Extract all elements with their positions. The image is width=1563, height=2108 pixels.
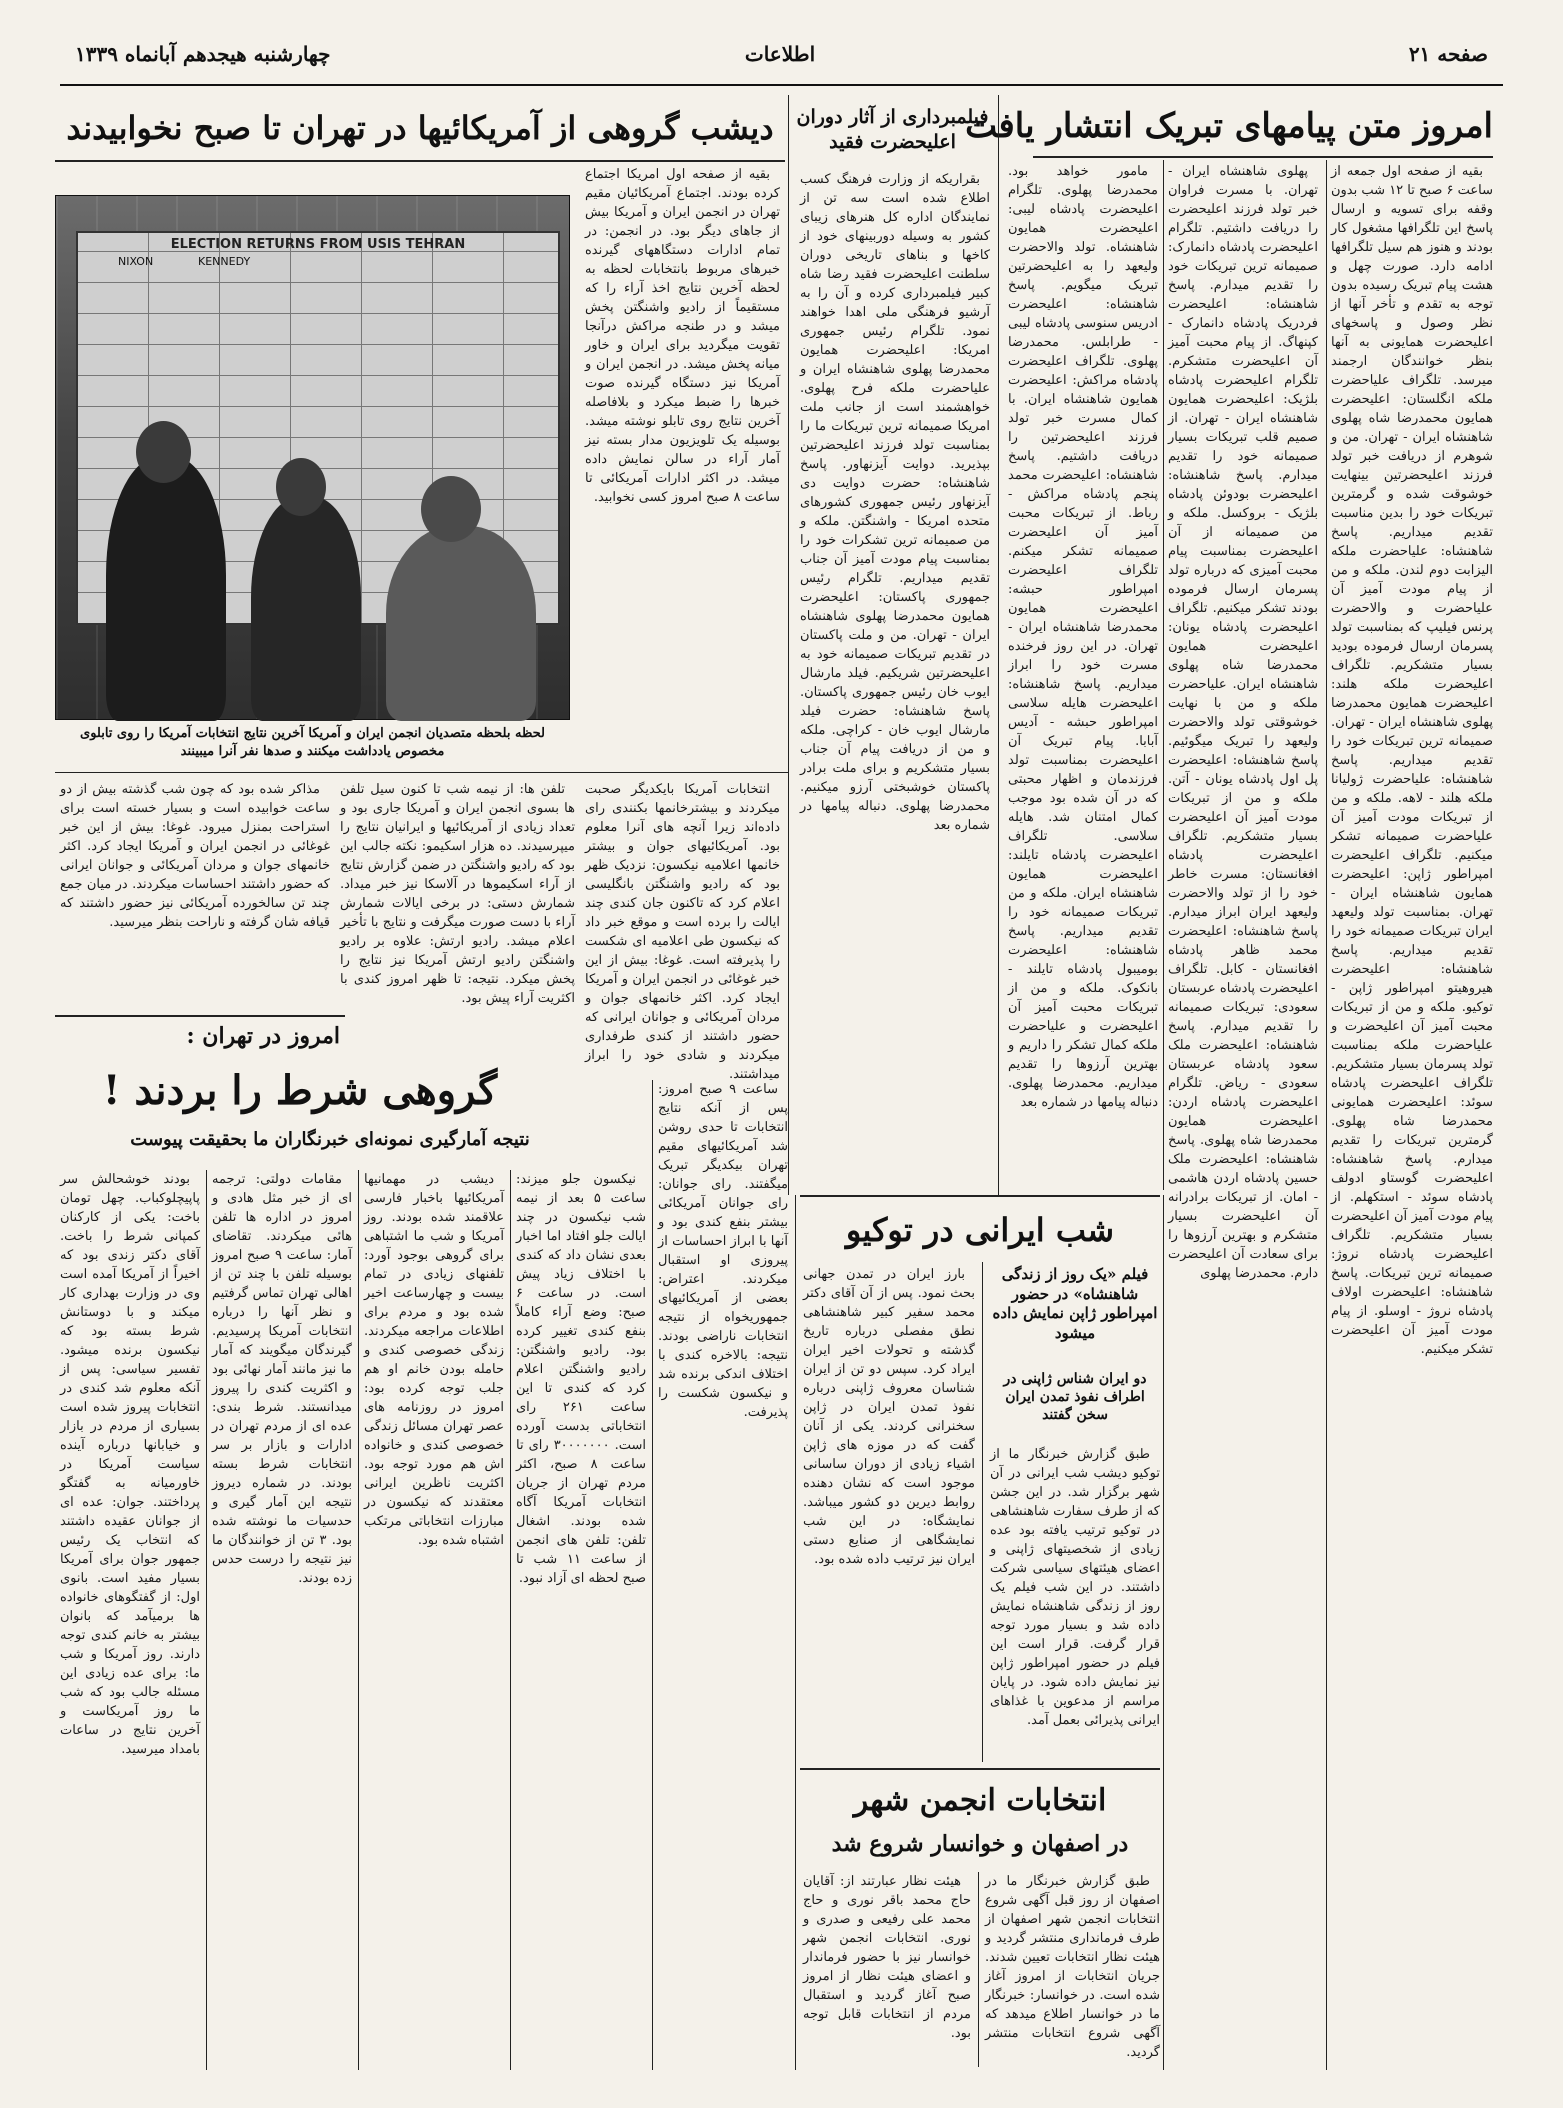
divider: [982, 1262, 983, 1762]
man-writing-figure: [106, 456, 226, 721]
headline-bets: گروهی شرط را بردند !: [102, 1067, 498, 1114]
election-board-photo: [55, 195, 570, 720]
rule-elections: [800, 1768, 1160, 1770]
bets-column-1: بودند خوشحالش سر پاپیچلوکباب. چهل تومان باخت: یکی از کارکنان کمپانی شرط را باخت. آقای دکتر زندی بود که اخیراً از آمریکا آمده است وی در وزارت بهداری کار میکند و با دوستانش شرط بسته بود که نیکسون برنده میشود. تفسیر سیاسی: پس از آنکه معلوم شد کندی در انتخابات پیروز شده است بسیاری از مردم در بازار و خیابانها درباره آینده سیاست آمریکا در خاورمیانه به گفتگو پرداختند. جوان: عده ای از جوانان عقیده داشتند که انتخاب یک رئیس جمهور جوان برای آمریکا بسیار مفید است. بانوی اول: از گفتگوهای خانواده ها برمیآمد که بانوان بیشتر به خانم کندی توجه دارند. روز آمریکا و شب ما: برای عده زیادی این مسئله جالب بود که شب ما روز آمریکاست و آخرین نتایج در ساعات بامداد میرسید.: [60, 1172, 200, 1757]
rule-tokyo: [800, 1195, 1160, 1197]
tokyo-column-1: طبق گزارش خبرنگار ما از توکیو دیشب شب ایرانی در آن شهر برگزار شد. در این جشن که از طرف سفارت شاهنشاهی در توکیو ترتیب یافته بود عده زیادی از شخصیتهای ژاپنی و اعضای هیئتهای سیاسی شرکت داشتند. در این شب فیلم یک روز از زندگی شاهنشاه نمایش داده شد و بسیار مورد توجه قرار گرفت. قرار است این فیلم در حضور امپراطور ژاپن نیز نمایش داده شود. در پایان مراسم از مدعوین با غذاهای ایرانی پذیرائی بعمل آمد.: [990, 1447, 1160, 1728]
divider: [652, 1080, 653, 2070]
issue-date: چهارشنبه هیجدهم آبانماه ۱۳۳۹: [75, 42, 331, 66]
man-center-figure: [251, 496, 361, 721]
congrats-column-2: پهلوی شاهنشاه ایران - تهران. با مسرت فراوان خبر تولد فرزند اعلیحضرت را دریافت داشتیم. تلگرام اعلیحضرت پادشاه دانمارک: صمیمانه ترین تبریکات خود را تقدیم میدارم. پاسخ شاهنشاه: اعلیحضرت فردریک پادشاه دانمارک - کپنهاگ. از پیام محبت آمیز آن اعلیحضرت متشکرم. تلگرام اعلیحضرت پادشاه بلژیک: اعلیحضرت همایون شاهنشاه ایران - تهران. از صمیم قلب تبریکات بسیار صمیمانه خود را تقدیم میدارم. پاسخ شاهنشاه: اعلیحضرت بودوئن پادشاه بلژیک - بروکسل. ملکه و من صمیمانه از آن اعلیحضرت بمناسبت پیام محبت آمیزی که درباره تولد پسرمان ارسال فرموده بودند تشکر میکنیم. تلگراف اعلیحضرت پادشاه یونان: اعلیحضرت همایون محمدرضا شاه پهلوی شاهنشاه ایران. علیاحضرت ملکه و من با نهایت خوشوقتی تولد والاحضرت ولیعهد را تبریک میگوئیم. پاسخ شاهنشاه: اعلیحضرت پل اول پادشاه یونان - آتن. ملکه و من از تبریکات مودت آمیز آن اعلیحضرت بسیار متشکریم. تلگراف اعلیحضرت پادشاه افغانستان: مسرت خاطر خود را از تولد والاحضرت ولیعهد ایران ابراز میدارم. پاسخ شاهنشاه: اعلیحضرت محمد ظاهر پادشاه افغانستان - کابل. تلگراف اعلیحضرت پادشاه عربستان سعودی: تبریکات صمیمانه را تقدیم میدارم. پاسخ شاهنشاه: اعلیحضرت ملک سعود پادشاه عربستان سعودی - ریاض. تلگرام اعلیحضرت پادشاه اردن: اعلیحضرت همایون محمدرضا شاه پهلوی. پاسخ شاهنشاه: اعلیحضرت ملک حسین پادشاه اردن هاشمی - امان. از تبریکات برادرانه آن اعلیحضرت بسیار متشکرم و بهترین آرزوها را برای سعادت آن اعلیحضرت دارم. محمدرضا پهلوی: [1168, 164, 1318, 1281]
elections-column-1: طبق گزارش خبرنگار ما در اصفهان از روز قبل آگهی شروع انتخابات انجمن شهر اصفهان از طرف فرمانداری منتشر گردید و هیئت نظار انتخابات تعیین شدند. جریان انتخابات از امروز آغاز شده است. در خوانسار: خبرنگار ما در خوانسار اطلاع میدهد که آگهی شروع انتخابات منتشر گردید.: [985, 1874, 1160, 2060]
elections-column-2: هیئت نظار عبارتند از: آقایان حاج محمد باقر نوری و حاج محمد علی رفیعی و صدری و نوری. انتخابات انجمن شهر خوانسار نیز با حضور فرماندار و اعضای هیئت نظار از امروز صبح آغاز گردید و استقبال مردم از انتخابات قابل توجه بود.: [803, 1874, 971, 2041]
board-column-nixon: NIXON: [118, 255, 154, 268]
americans-column-2: تلفن ها: از نیمه شب تا کنون سیل تلفن ها بسوی انجمن ایران و آمریکا جاری بود و تعداد زیادی از آمریکائیها و ایرانیان نتایج را میپرسیدند. ده هزار اسکیمو: نکته جالب این بود که رادیو واشنگتن در ضمن گزارش نتایج از آراء اسکیموها در آلاسکا نیز خبر میداد. شمارش دستی: در برخی ایالات شمارش آراء با دست صورت میگرفت و نتایج با تأخیر اعلام میشد. رادیو ارتش: علاوه بر رادیو واشنگتن رادیو ارتش آمریکا نیز نتایج را پخش میکرد. نتیجه: تا ظهر امروز کندی با اکثریت آراء پیش بود.: [340, 782, 575, 1006]
americans-side-column: بقیه از صفحه اول امریکا اجتماع کرده بودند. اجتماع آمریکائیان مقیم تهران در انجمن ایران و آمریکا بیش از جاهای دیگر بود. در انجمن: در تمام ادارات دستگاههای گیرنده خبرهای مربوط بانتخابات لحظه به لحظه آخرین نتایج اخذ آراء را که مستقیماً از رادیو واشنگتن پخش میشد و در طنجه مراکش درآنجا تقویت میگردید برای ایران و خاور میانه پخش میشد. در انجمن ایران و آمریکا نیز دستگاه گیرنده صوت خبرها را ضبط میکرد و بلافاصله آخرین نتایج روی تابلو نوشته میشد. بوسیله یک تلویزیون مدار بسته نیز آمار آراء در سالن نمایش داده میشد. در اکثر ادارات آمریکائی تا ساعت ۸ صبح امروز کسی نخوابید.: [585, 167, 780, 505]
rule: [55, 772, 788, 773]
headline-tokyo: شب ایرانی در توکیو: [845, 1211, 1115, 1249]
tokyo-lead-scholars: دو ایران شناس ژاپنی در اطراف نفوذ تمدن ایران سخن گفتند: [1003, 1371, 1147, 1424]
divider: [510, 1170, 511, 2070]
rule-americans: [55, 160, 785, 162]
divider: [795, 1195, 796, 2070]
bets-column-2: مقامات دولتی: ترجمه ای از خبر مثل هادی و امروز در اداره ها تلفن هائی میکردند. تقاضای آمار: ساعت ۹ صبح امروز بوسیله تلفن با چند تن از اهالی تهران تماس گرفتیم و نظر آنها را درباره انتخابات آمریکا پرسیدیم. گیرندگان میگویند که آمار ما نیز مانند آمار نهائی بود و اکثریت کندی را پیروز میدانستند. شرط بندی: عده ای از مردم تهران در ادارات و بازار بر سر انتخابات شرط بسته بودند. در شماره دیروز نتیجه این آمار گیری و حدسیات ما نوشته شده بود. ۳ تن از خوانندگان ما نیز نتیجه را درست حدس زده بودند.: [212, 1172, 352, 1586]
divider: [788, 95, 789, 1195]
divider: [978, 1872, 979, 2067]
page-number: صفحه ۲۱: [1408, 42, 1488, 66]
congrats-column-1: بقیه از صفحه اول جمعه از ساعت ۶ صبح تا ۱۲ شب بدون وقفه برای تسویه و ارسال پاسخ این تلگرافها مشغول کار بودند و هنوز هم سیل تلگرافها ادامه دارد. صورت چهل و هشت پیام تبریک رسیده بدون توجه به تقدم و تأخر آنها از نظر وصول و پاسخهای اعلیحضرت همایونی به آنها بنظر خوانندگان ارجمند میرسد. تلگراف علیاحضرت ملکه انگلستان: اعلیحضرت همایون محمدرضا شاه پهلوی شاهنشاه ایران - تهران. من و شوهرم از دریافت خبر تولد فرزند اعلیحضرتین بینهایت خوشوقت شده و گرمترین تبریکات خود را بدین مناسبت تقدیم میداریم. پاسخ شاهنشاه: علیاحضرت ملکه الیزابت دوم لندن. ملکه و من از پیام مودت آمیز آن علیاحضرت و والاحضرت پرنس فیلیپ که بمناسبت تولد پسرمان ارسال فرموده بودید بسیار متشکریم. تلگراف اعلیحضرت ملکه هلند: اعلیحضرت همایون محمدرضا پهلوی شاهنشاه ایران - تهران. صمیمانه ترین تبریکات خود را تقدیم میداریم. پاسخ شاهنشاه: علیاحضرت ژولیانا ملکه هلند - لاهه. ملکه و من از تبریکات مودت آمیز آن علیاحضرت صمیمانه تشکر میکنیم. تلگراف اعلیحضرت امپراطور ژاپن: اعلیحضرت همایون شاهنشاه ایران - تهران. بمناسبت تولد ولیعهد ایران تبریکات صمیمانه خود را تقدیم میداریم. پاسخ شاهنشاه: اعلیحضرت هیروهیتو امپراطور ژاپن - توکیو. ملکه و من از تبریکات محبت آمیز آن اعلیحضرت و علیاحضرت ملکه بمناسبت تولد پسرمان بسیار متشکریم. تلگراف اعلیحضرت پادشاه سوئد: اعلیحضرت همایونی محمدرضا شاه پهلوی. گرمترین تبریکات را تقدیم میدارم. پاسخ شاهنشاه: اعلیحضرت گوستاو ادولف پادشاه سوئد - استکهلم. از پیام مودت آمیز آن اعلیحضرت بسیار متشکریم. تلگراف اعلیحضرت پادشاه نروژ: صمیمانه ترین تبریکات. پاسخ شاهنشاه: اعلیحضرت اولاف پادشاه نروژ - اوسلو. از پیام مودت آمیز آن اعلیحضرت تشکر میکنیم.: [1330, 164, 1493, 1357]
board-title: ELECTION RETURNS FROM USIS TEHRAN: [170, 237, 466, 252]
board-column-kennedy: KENNEDY: [198, 255, 251, 268]
divider: [1163, 1195, 1164, 2070]
divider: [358, 1170, 359, 2070]
divider: [206, 1170, 207, 2070]
bets-column-3: دیشب در مهمانیها آمریکائیها باخبار فارسی علاقمند شده بودند. روز آمریکا و شب ما اشتباهی برای گروهی بوجود آورد: تلفنهای زیادی در تمام بیست و چهارساعت اخیر شده بود و مردم برای اطلاعات مراجعه میکردند. زندگی خصوصی کندی و حامله بودن خانم او هم جلب توجه کرده بود: امروز در روزنامه های عصر تهران مسائل زندگی خصوصی کندی و خانواده اش هم مورد توجه بود. اکثریت ناظرین ایرانی معتقدند که نیکسون در مبارزات انتخاباتی مرتکب اشتباه شده بود.: [364, 1172, 504, 1548]
subhead-bets: نتیجه آمارگیری نمونه‌ای خبرنگاران ما بحقیقت پیوست: [130, 1129, 530, 1150]
tokyo-lead-film: فیلم «یک روز از زندگی شاهنشاه» در حضور امپراطور ژاپن نمایش داده میشود: [992, 1265, 1158, 1342]
newspaper-name: اطلاعات: [744, 42, 816, 66]
headline-congratulations: امروز متن پیامهای تبریک انتشار یافت: [965, 106, 1493, 146]
bets-column-5: ساعت ۹ صبح امروز: پس از آنکه نتایج انتخابات تا حدی روشن شد آمریکائیهای مقیم تهران بیکدیگر تبریک میگفتند. رای جوانان: رای جوانان آمریکائی بیشتر بنفع کندی بود و آنها با ابراز احساسات از پیروزی او استقبال میکردند. اعتراض: بعضی از آمریکائیهای جمهوریخواه از نتیجه انتخابات ناراضی بودند. نتیجه: بالاخره کندی با اختلاف اندکی برنده شد و نیکسون شکست را پذیرفت.: [658, 1082, 788, 1420]
bets-column-4: نیکسون جلو میزند: ساعت ۵ بعد از نیمه شب نیکسون در چند ایالت جلو افتاد اما اخبار بعدی نشان داد که کندی با اختلاف زیاد پیش است. در ساعت ۶ صبح: وضع آراء کاملاً بنفع کندی تغییر کرده بود. رادیو واشنگتن: رادیو واشنگتن اعلام کرد که کندی تا این ساعت ۲۶۱ رای انتخاباتی بدست آورده است. ۳۰۰۰۰۰۰۰ رای تا ساعت ۸ صبح، اکثر مردم تهران از جریان انتخابات آمریکا آگاه شده بودند. اشغال تلفن: تلفن های انجمن از ساعت ۱۱ شب تا صبح لحظه ای آزاد نبود.: [516, 1172, 646, 1586]
divider: [998, 95, 999, 1195]
headline-elections: انتخابات انجمن شهر: [853, 1783, 1107, 1818]
man-writing-head: [136, 421, 191, 483]
americans-column-3: مذاکر شده بود که چون شب گذشته بیش از دو ساعت خوابیده است و بسیار خسته است برای استراحت بمنزل میرود. غوغا: بیش از این خبر غوغائی در انجمن ایران و آمریکا ایجاد کرد. اکثر خانمهای جوان و مردان آمریکائی و جوانان ایرانی که حضور داشتند احساسات میکردند. در میان جمع چند تن سالخورده آمریکائی نیز حضور داشتند که قیافه شان گرفته و ناراحت بنظر میرسید.: [60, 782, 330, 930]
man-right-figure: [386, 526, 536, 721]
films-column: بقراریکه از وزارت فرهنگ کسب اطلاع شده است سه تن از نمایندگان اداره کل هنرهای زیبای کشور به وسیله دوربینهای خود از کاخها و بناهای تاریخی دوران سلطنت اعلیحضرت فقید رضا شاه کبیر فیلمبرداری کرده و آن را به آرشیو فرهنگی ملی اهدا خواهند نمود. تلگرام رئیس جمهوری امریکا: اعلیحضرت همایون محمدرضا پهلوی شاهنشاه ایران و علیاحضرت ملکه فرح پهلوی. خواهشمند است از جانب ملت امریکا صمیمانه ترین تبریکات ما را بمناسبت تولد فرزند اعلیحضرتین بپذیرید. دوایت آیزنهاور. پاسخ شاهنشاه: حضرت دوایت دی آیزنهاور رئیس جمهوری کشورهای متحده امریکا - واشنگتن. ملکه و من صمیمانه ترین تشکرات خود را بمناسبت پیام مودت آمیز آن جناب تقدیم میداریم. تلگرام رئیس جمهوری پاکستان: اعلیحضرت همایون محمدرضا پهلوی شاهنشاه ایران - تهران. من و ملت پاکستان در تقدیم تبریکات صمیمانه خود به اعلیحضرتین شریکیم. فیلد مارشال ایوب خان رئیس جمهوری پاکستان. پاسخ شاهنشاه: حضرت فیلد مارشال ایوب خان - کراچی. ملکه و من از دریافت پیام آن جناب بسیار متشکریم و برای ملت برادر پاکستان خوشبختی آرزو میکنیم. محمدرضا پهلوی. دنباله پیامها در شماره بعد: [800, 172, 990, 833]
divider: [1326, 160, 1327, 2070]
rule-bets: [55, 1015, 345, 1017]
man-right-head: [421, 476, 481, 542]
subhead-elections: در اصفهان و خوانسار شروع شد: [831, 1831, 1129, 1857]
tokyo-column-2: بارز ایران در تمدن جهانی بحث نمود. پس از آن آقای دکتر محمد سفیر کبیر شاهنشاهی نطق مفصلی درباره تاریخ گذشته و تحولات اخیر ایران ایراد کرد. سپس دو تن از ایران شناسان معروف ژاپنی درباره نفوذ تمدن ایران در ژاپن سخنرانی کردند. یکی از آنان گفت که در موزه های ژاپن اشیاء زیادی از دوران ساسانی موجود است که نشان دهنده روابط دیرین دو کشور میباشد. نمایشگاه: در این شب نمایشگاهی از صنایع دستی ایران نیز ترتیب داده شده بود.: [803, 1267, 975, 1567]
headline-americans: دیشب گروهی از آمریکائیها در تهران تا صبح نخوابیدند: [66, 109, 774, 147]
americans-column-1: انتخابات آمریکا بایکدیگر صحبت میکردند و بیشترخانمها بکنندی رای داده‌اند زیرا آنچه های آنرا معلوم بود. آمریکائیهای جوان و بیشتر خانمها اعلامیه نیکسون: نزدیک ظهر بود که رادیو واشنگتن بانگلیسی اعلام کرد که تاکنون جان کندی چند ایالت را برده است و موقع خبر داد که نیکسون طی اعلامیه ای شکست را پذیرفته است. غوغا: بیش از این خبر غوغائی در انجمن ایران و آمریکا ایجاد کرد. اکثر خانمهای جوان و مردان آمریکائی و جوانان ایرانی که حضور داشتند از کندی طرفداری میکردند و شادی خود را ابراز میداشتند.: [585, 782, 780, 1082]
congrats-column-3: مامور خواهد بود. محمدرضا پهلوی. تلگرام اعلیحضرت پادشاه لیبی: اعلیحضرت همایون شاهنشاه. تولد والاحضرت ولیعهد را به اعلیحضرتین تبریک میگویم. پاسخ شاهنشاه: اعلیحضرت ادریس سنوسی پادشاه لیبی - طرابلس. محمدرضا پهلوی. تلگراف اعلیحضرت پادشاه مراکش: اعلیحضرت همایون شاهنشاه ایران. با کمال مسرت خبر تولد فرزند اعلیحضرتین را دریافت داشتیم. پاسخ شاهنشاه: اعلیحضرت محمد پنجم پادشاه مراکش - رباط. از تبریکات محبت آمیز آن اعلیحضرت صمیمانه تشکر میکنم. تلگراف اعلیحضرت امپراطور حبشه: اعلیحضرت همایون محمدرضا شاهنشاه ایران - تهران. در این روز فرخنده مسرت خود را ابراز میداریم. پاسخ شاهنشاه: اعلیحضرت هایله سلاسی امپراطور حبشه - آدیس آبابا. پیام تبریک آن اعلیحضرت بمناسبت تولد فرزندمان و اظهار محبتی که در آن شده بود موجب کمال امتنان شد. هایله سلاسی. تلگراف اعلیحضرت پادشاه تایلند: اعلیحضرت همایون شاهنشاه ایران. ملکه و من تبریکات صمیمانه خود را تقدیم میداریم. پاسخ شاهنشاه: اعلیحضرت بومیبول پادشاه تایلند - بانکوک. ملکه و من از تبریکات محبت آمیز آن اعلیحضرت و علیاحضرت ملکه کمال تشکر را داریم و بهترین آرزوها را تقدیم میداریم. محمدرضا پهلوی. دنباله پیامها در شماره بعد: [1008, 164, 1158, 1110]
photo-caption: لحظه بلحظه متصدیان انجمن ایران و آمریکا آخرین نتایج انتخابات آمریکا را روی تابلوی مخصوص یادداشت میکنند و صدها نفر آنرا میبینند: [80, 726, 545, 759]
rule-congrats: [1033, 156, 1493, 158]
man-center-head: [276, 458, 326, 516]
masthead-rule: [60, 84, 1503, 86]
kicker-today-in-tehran: امروز در تهران :: [186, 1023, 340, 1049]
headline-films: فیلمبرداری از آثار دوران اعلیحضرت فقید: [796, 106, 989, 153]
divider: [1163, 160, 1164, 1190]
